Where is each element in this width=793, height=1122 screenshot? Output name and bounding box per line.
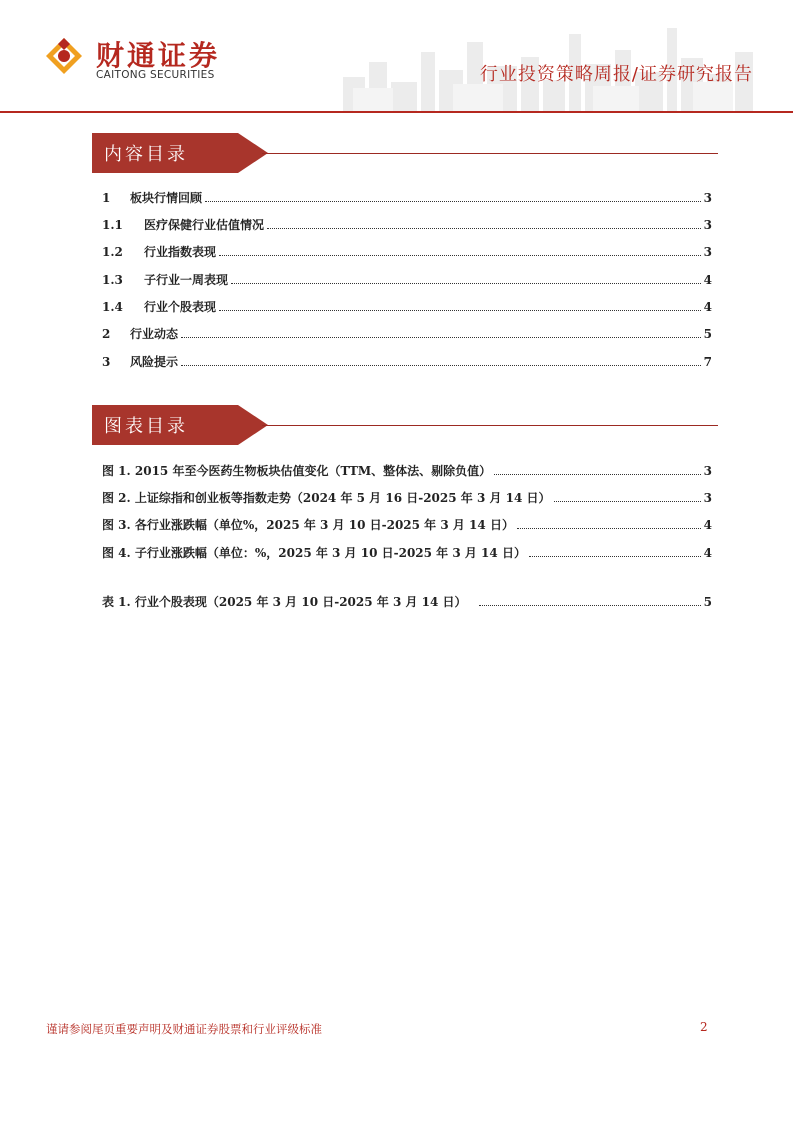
toc-item-number: 1.2 [102,245,123,259]
toc-item[interactable] [102,216,712,234]
toc-item[interactable] [102,298,712,316]
figures-title-rule [262,425,718,426]
brand-name-en: CAITONG SECURITIES [96,69,215,81]
toc-item-number: 2 [102,327,111,341]
toc-item-page: 3 [703,218,712,232]
footer-disclaimer: 谨请参阅尾页重要声明及财通证券股票和行业评级标准 [46,1022,322,1036]
toc-leader-dots [494,464,700,475]
toc-leader-dots [205,191,701,202]
toc-item-page: 3 [703,245,712,259]
figure-item-page: 3 [703,464,712,478]
toc-leader-dots [181,327,701,338]
toc-item-number: 3 [102,355,111,369]
toc-title-rule [262,153,718,154]
figure-item-page: 3 [703,491,712,505]
header-divider [0,111,793,113]
toc-item-label: 板块行情回顾 [130,191,203,205]
toc-item-label: 医疗保健行业估值情况 [144,218,265,232]
toc-item-label: 行业指数表现 [144,245,217,259]
toc-leader-dots [267,218,701,229]
toc-item-number: 1.1 [102,218,123,232]
table-item[interactable] [102,593,712,611]
brand-name-cn: 财通证券 [96,39,221,72]
figure-item-page: 4 [703,546,712,560]
toc-item[interactable] [102,271,712,289]
toc-leader-dots [529,546,701,557]
toc-leader-dots [181,355,701,366]
toc-item[interactable] [102,325,712,343]
toc-item-page: 7 [703,355,712,369]
toc-item[interactable] [102,243,712,261]
toc-item-label: 子行业一周表现 [144,273,229,287]
table-item-label: 表 1. 行业个股表现（2025 年 3 月 10 日-2025 年 3 月 14 日） [102,595,467,609]
toc-item-label: 风险提示 [130,355,179,369]
figure-item[interactable] [102,462,712,480]
caitong-logo-icon [44,36,84,76]
toc-leader-dots [219,245,701,256]
figures-title: 图表目录 [104,416,188,437]
toc-item-number: 1.4 [102,300,123,314]
toc-item-page: 4 [703,273,712,287]
figure-item[interactable] [102,489,712,507]
toc-title-box [92,133,268,173]
report-type: 行业投资策略周报/证券研究报告 [479,64,753,85]
toc-item-page: 3 [703,191,712,205]
figure-item-label: 图 1. 2015 年至今医药生物板块估值变化（TTM、整体法、剔除负值） [102,464,492,478]
figure-item[interactable] [102,516,712,534]
toc-item[interactable] [102,189,712,207]
page-header [0,0,793,115]
toc-item[interactable] [102,353,712,371]
toc-item-page: 4 [703,300,712,314]
toc-leader-dots [517,518,701,529]
toc-item-number: 1.3 [102,273,123,287]
toc-item-label: 行业动态 [130,327,179,341]
toc-leader-dots [219,300,701,311]
toc-item-page: 5 [703,327,712,341]
toc-leader-dots [554,491,701,502]
figure-item-label: 图 3. 各行业涨跌幅（单位%，2025 年 3 月 10 日-2025 年 3 月 14 日） [102,518,514,532]
figure-item-label: 图 2. 上证综指和创业板等指数走势（2024 年 5 月 16 日-2025 年 3 月 14 日） [102,491,551,505]
toc-title: 内容目录 [104,144,188,165]
toc-leader-dots [479,595,701,606]
toc-item-label: 行业个股表现 [144,300,217,314]
figure-item[interactable] [102,544,712,562]
toc-leader-dots [231,273,701,284]
table-item-page: 5 [703,595,712,609]
figure-item-page: 4 [703,518,712,532]
figures-title-box [92,405,268,445]
figure-item-label: 图 4. 子行业涨跌幅（单位：%，2025 年 3 月 10 日-2025 年 3 月 14 日） [102,546,526,560]
toc-item-number: 1 [102,191,111,205]
page-number: 2 [700,1020,708,1034]
